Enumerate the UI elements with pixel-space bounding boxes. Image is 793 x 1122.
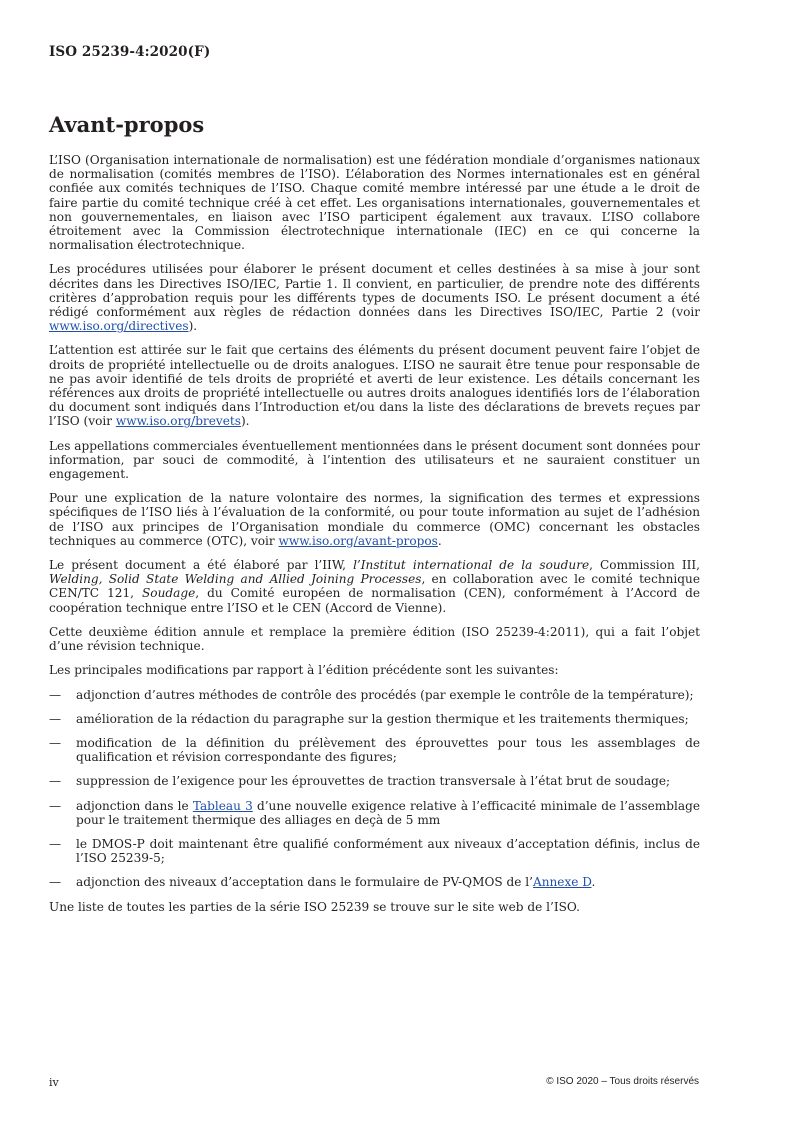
list-item — [49, 736, 700, 764]
paragraph-text: , du Comité européen de normalisation (CEN), conformément à l’Accord de coopération technique entre l’ISO et le CEN (Accord de Vienne). — [49, 586, 700, 615]
list-item-text: modification de la définition du prélèvement des éprouvettes pour tous les assemblages de qualification et révision correspondante des figures; — [76, 735, 700, 765]
paragraph-trade-names: Les appellations commerciales éventuellement mentionnées dans le présent document sont données pour information, par souci de commodité, à l’intention des utilisateurs et ne sauraient constituer un engagement. — [49, 438, 700, 482]
list-item-text-part: adjonction des niveaux d’acceptation dans le formulaire de PV-QMOS de l’ — [76, 875, 533, 890]
paragraph-voluntary-nature — [49, 491, 700, 548]
dash-bullet: — — [49, 798, 62, 813]
dash-bullet: — — [49, 687, 62, 702]
list-item — [49, 688, 700, 702]
paragraph-text: ). — [188, 319, 198, 334]
paragraph-prepared-by — [49, 558, 700, 615]
document-id-header: ISO 25239-4:2020(F) — [49, 44, 211, 60]
page-title: Avant-propos — [49, 112, 205, 137]
paragraph-series-list: Une liste de toutes les parties de la série ISO 25239 se trouve sur le site web de l’ISO. — [49, 899, 580, 914]
list-item-text: adjonction d’autres méthodes de contrôle des procédés (par exemple le contrôle de la température); — [76, 687, 694, 702]
paragraph-text: Pour une explication de la nature volontaire des normes, la signification des termes et expressions spécifiques de l’ISO liés à l’évaluation de la conformité, ou pour toute information au sujet de l’adhésion de l’ISO aux principes de l’Organisation mondiale du commerce (OMC) concernant les obstacles techniques au commerce (OTC), voir — [49, 491, 700, 548]
italic-institute-name: l’Institut international de la soudure — [353, 558, 590, 573]
list-item-text: amélioration de la rédaction du paragraphe sur la gestion thermique et les traitements thermiques; — [76, 711, 689, 726]
list-item — [49, 712, 700, 726]
link-avant-propos[interactable]: www.iso.org/avant-propos — [278, 533, 438, 548]
link-tableau-3[interactable]: Tableau 3 — [192, 798, 253, 813]
list-item — [49, 774, 700, 788]
paragraph-text: . — [437, 533, 442, 548]
paragraph-text: Les procédures utilisées pour élaborer le présent document et celles destinées à sa mise à jour sont décrites dans les Directives ISO/IEC, Partie 1. Il convient, en particulier, de prendre note des différents critères d’approbation requis pour les différents types de documents ISO. Le présent document a été rédigé conformément aux règles de rédaction données dans les Directives ISO/IEC, Partie 2 (voir — [49, 262, 700, 320]
foreword-body — [49, 153, 700, 924]
list-item — [49, 837, 700, 865]
list-item — [49, 875, 700, 889]
page-number: iv — [49, 1076, 59, 1089]
paragraph-changes-intro: Les principales modifications par rapport à l’édition précédente sont les suivantes: — [49, 663, 559, 678]
paragraph-edition: Cette deuxième édition annule et remplace la première édition (ISO 25239-4:2011), qui a fait l’objet d’une révision technique. — [49, 624, 700, 654]
copyright-notice: © ISO 2020 – Tous droits réservés — [546, 1076, 699, 1087]
dash-bullet: — — [49, 875, 62, 890]
italic-committee-name: Soudage — [142, 586, 196, 601]
dash-bullet: — — [49, 774, 62, 789]
paragraph-text: , Commission III, — [589, 558, 700, 573]
paragraph-procedures — [49, 262, 700, 333]
link-directives[interactable]: www.iso.org/directives — [49, 319, 189, 334]
italic-commission-name: Welding, Solid State Welding and Allied Joining Processes — [49, 572, 422, 587]
paragraph-text: , en collaboration avec le comité technique CEN/TC 121, — [49, 572, 700, 601]
paragraph-iso-intro: L’ISO (Organisation internationale de normalisation) est une fédération mondiale d’organismes nationaux de normalisation (comités membres de l’ISO). L’élaboration des Normes internationales est en général confiée aux comités techniques de l’ISO. Chaque comité membre intéressé par une étude a le droit de faire partie du comité technique créé à cet effet. Les organisations internationales, gouvernementales et non gouvernementales, en liaison avec l’ISO participent également aux travaux. L’ISO collabore étroitement avec la Commission électrotechnique internationale (IEC) en ce qui concerne la normalisation électrotechnique. — [49, 153, 700, 253]
list-item-text — [76, 799, 700, 827]
paragraph-patent-rights — [49, 343, 700, 428]
paragraph-text: Le présent document a été élaboré par l’IIW, — [49, 558, 354, 573]
list-item — [49, 799, 700, 827]
list-item-text — [76, 875, 700, 889]
link-brevets[interactable]: www.iso.org/brevets — [115, 414, 241, 429]
dash-bullet: — — [49, 836, 62, 851]
dash-bullet: — — [49, 735, 62, 750]
link-annexe-d[interactable]: Annexe D — [532, 875, 592, 890]
list-item-text: suppression de l’exigence pour les éprouvettes de traction transversale à l’état brut de soudage; — [76, 774, 671, 789]
paragraph-text: ). — [240, 414, 250, 429]
list-item-text-part: . — [591, 875, 596, 890]
list-item-text-part: d’une nouvelle exigence relative à l’efficacité minimale de l’assemblage pour le traitement thermique des alliages en deçà de 5 mm — [76, 798, 700, 827]
paragraph-text: L’attention est attirée sur le fait que certains des éléments du présent document peuvent faire l’objet de droits de propriété intellectuelle ou de droits analogues. L’ISO ne saurait être tenue pour responsable de ne pas avoir identifié de tels droits de propriété et averti de leur existence. Les détails concernant les références aux droits de propriété intellectuelle ou autres droits analogues identifiés lors de l’élaboration du document sont indiqués dans l’Introduction et/ou dans la liste des déclarations de brevets reçues par l’ISO (voir — [49, 343, 700, 429]
list-item-text-part: adjonction dans le — [76, 798, 193, 813]
list-item-text: le DMOS-P doit maintenant être qualifié conformément aux niveaux d’acceptation définis, inclus de l’ISO 25239-5; — [76, 836, 700, 866]
dash-bullet: — — [49, 711, 62, 726]
